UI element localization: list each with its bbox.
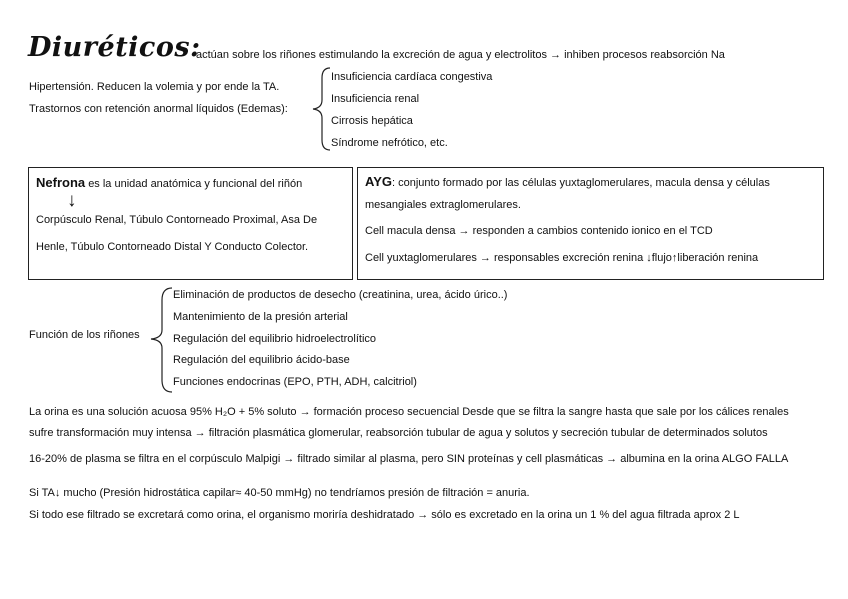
use-hipertension: Hipertensión. Reducen la volemia y por ende la TA. (29, 81, 280, 93)
funcion-item: Eliminación de productos de desecho (creatinina, urea, ácido úrico..) (173, 289, 508, 301)
nefrona-term: Nefrona (36, 175, 86, 190)
down-arrow-icon: ↓ (67, 190, 77, 211)
nefrona-box (28, 167, 353, 280)
nefrona-definition: es la unidad anatómica y funcional del riñón (88, 178, 303, 190)
funcion-item: Regulación del equilibrio hidroelectrolítico (173, 333, 377, 345)
nefrona-parts: Corpúsculo Renal, Túbulo Contorneado Proximal, Asa De (36, 214, 318, 226)
ayg-definition: : conjunto formado por las células yuxtaglomerulares, macula densa y células (391, 177, 770, 189)
funcion-item: Mantenimiento de la presión arterial (173, 311, 348, 323)
orina-paragraph: La orina es una solución acuosa 95% H₂O + 5% soluto → formación proceso secuencial Desde que se filtra la sangre hasta que sale por los cálices renales (29, 406, 789, 418)
title-description: actúan sobre los riñones estimulando la excreción de agua y electrolitos → inhiben procesos reabsorción Na (196, 49, 725, 61)
ayg-box (357, 167, 824, 280)
ayg-definition-cont: mesangiales extraglomerulares. (365, 199, 521, 211)
funcion-item: Regulación del equilibrio ácido-base (173, 354, 350, 366)
use-edemas: Trastornos con retención anormal líquidos (Edemas): (29, 103, 288, 115)
funcion-item: Funciones endocrinas (EPO, PTH, ADH, calcitriol) (173, 376, 417, 388)
yuxtaglomerular-note: Cell yuxtaglomerulares → responsables excreción renina ↓flujo↑liberación renina (365, 252, 759, 264)
edema-item: Síndrome nefrótico, etc. (331, 137, 448, 149)
orina-paragraph-cont: sufre transformación muy intensa → filtración plasmática glomerular, reabsorción tubular de agua y solutos y secreción tubular de determinados solutos (29, 427, 768, 439)
funciones-brace-icon (148, 286, 174, 396)
filtrado-paragraph: 16-20% de plasma se filtra en el corpúsculo Malpigi → filtrado similar al plasma, pero SIN proteínas y cell plasmáticas → albumina en la orina ALGO FALLA (29, 453, 789, 465)
ayg-term: AYG (365, 174, 392, 189)
page-title: Diuréticos: (28, 32, 201, 63)
edema-item: Cirrosis hepática (331, 115, 413, 127)
nefrona-parts-cont: Henle, Túbulo Contorneado Distal Y Conducto Colector. (36, 241, 309, 253)
edema-item: Insuficiencia cardíaca congestiva (331, 71, 493, 83)
presion-paragraph: Si TA↓ mucho (Presión hidrostática capilar≈ 40-50 mmHg) no tendríamos presión de filtración = anuria. (29, 487, 530, 499)
funciones-label: Función de los riñones (29, 329, 140, 341)
edemas-brace-icon (310, 66, 332, 152)
edema-item: Insuficiencia renal (331, 93, 420, 105)
macula-densa-note: Cell macula densa → responden a cambios contenido ionico en el TCD (365, 225, 713, 237)
excrecion-paragraph: Si todo ese filtrado se excretará como orina, el organismo moriría deshidratado → sólo es excretado en la orina un 1 % del agua filtrada aprox 2 L (29, 509, 740, 521)
